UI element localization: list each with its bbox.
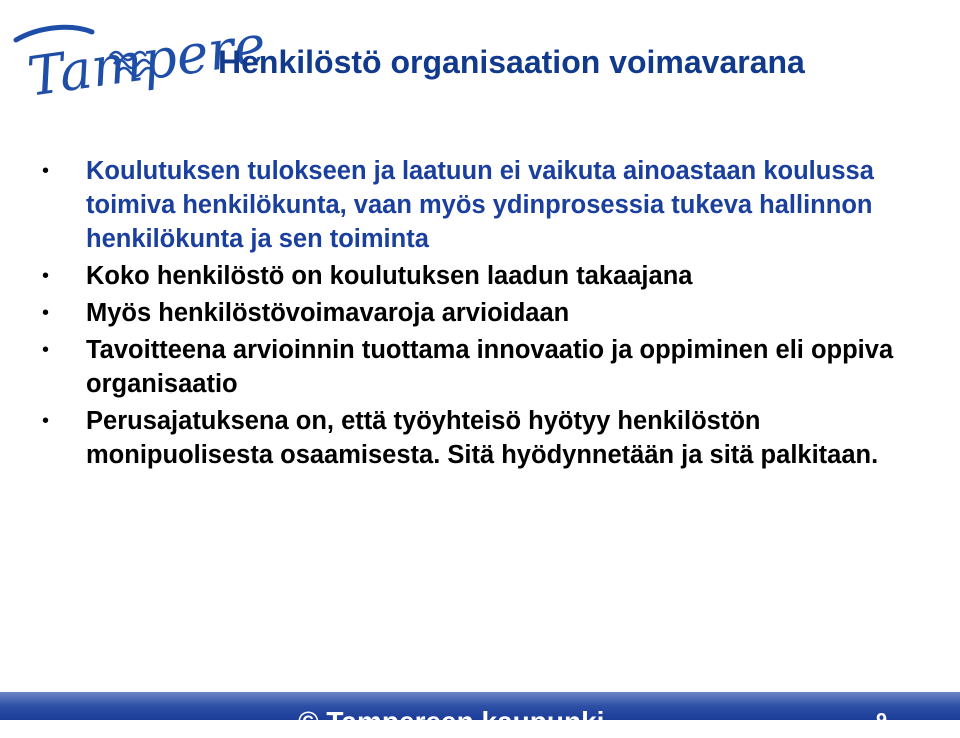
- bullet-text: Perusajatuksena on, että työyhteisö hyötyy henkilöstön monipuolisesta osaamisesta. Sitä hyödynnetään ja sitä palkitaan.: [86, 407, 879, 469]
- bullet-text: Tavoitteena arvioinnin tuottama innovaatio ja oppiminen eli oppiva organisaatio: [86, 336, 894, 398]
- bullet-item: [42, 296, 932, 330]
- page-number: 9: [876, 710, 888, 732]
- bullet-list: [42, 154, 932, 475]
- bullet-marker: •: [42, 265, 50, 287]
- bullet-item: [42, 154, 932, 256]
- footer-copyright: © Tampereen kaupunki: [298, 706, 605, 737]
- svg-text:Tampere: Tampere: [23, 12, 270, 109]
- bullet-marker: •: [42, 410, 50, 432]
- bullet-marker: •: [42, 160, 50, 182]
- bullet-item: [42, 404, 932, 472]
- bullet-text: Myös henkilöstövoimavaroja arvioidaan: [86, 299, 570, 327]
- tampere-logo: [10, 12, 270, 114]
- bullet-marker: •: [42, 339, 50, 361]
- slide-title: Henkilöstö organisaation voimavarana: [218, 44, 805, 80]
- bullet-marker: •: [42, 302, 50, 324]
- bullet-item: [42, 259, 932, 293]
- bullet-text: Koko henkilöstö on koulutuksen laadun takaajana: [86, 262, 693, 290]
- bullet-item: [42, 333, 932, 401]
- bullet-text: Koulutuksen tulokseen ja laatuun ei vaikuta ainoastaan koulussa toimiva henkilökunta, vaan myös ydinprosessia tukeva hallinnon henkilökunta ja sen toiminta: [86, 157, 874, 253]
- tampere-logo-graphic: [10, 12, 270, 114]
- footer-bar: [0, 692, 960, 737]
